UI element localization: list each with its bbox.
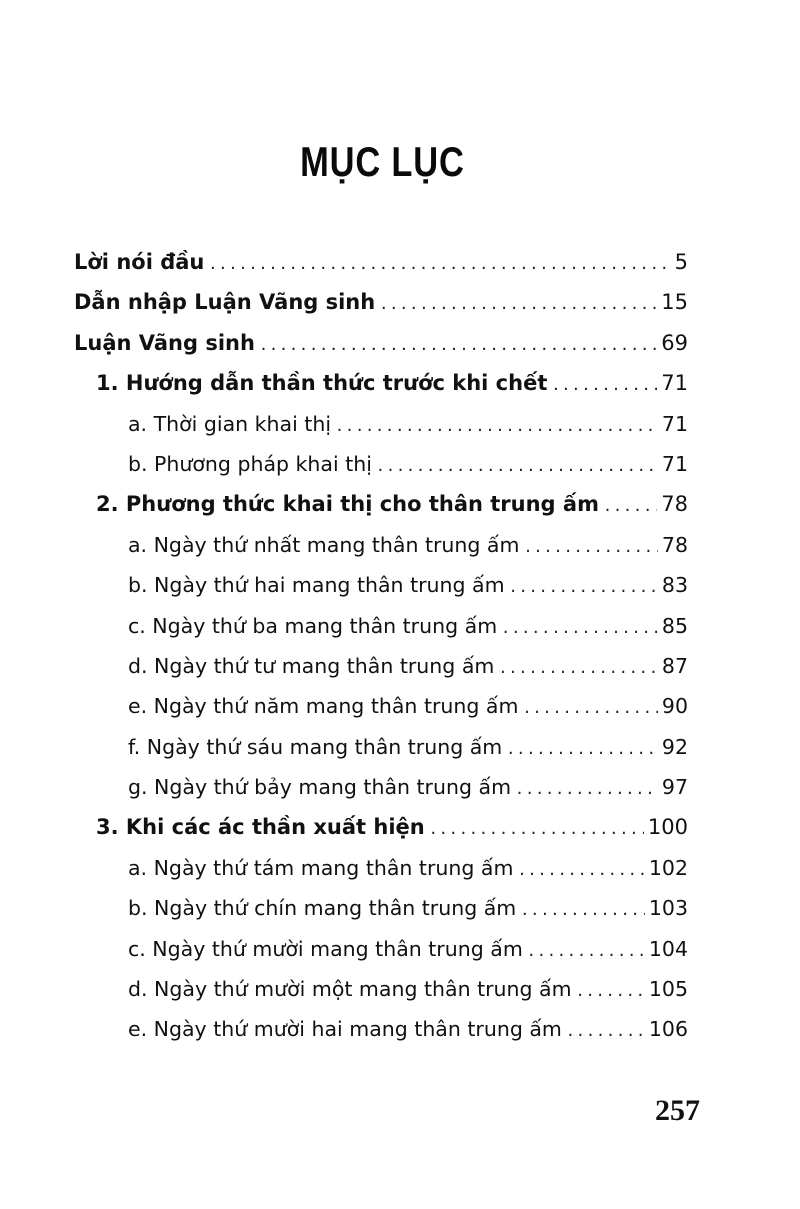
toc-entry-page: 87 — [661, 653, 688, 678]
toc-dot-leader — [603, 497, 657, 515]
toc-entry-title: c. Ngày thứ ba mang thân trung ấm — [128, 613, 498, 638]
toc-dot-leader — [517, 861, 644, 879]
page-title: MỤC LỤC — [300, 138, 465, 185]
toc-entry-title: b. Phương pháp khai thị — [128, 451, 372, 476]
toc-entry-page: 78 — [661, 532, 688, 557]
toc-dot-leader — [522, 699, 657, 717]
toc-entry-page: 78 — [661, 492, 688, 517]
toc-entry-page: 100 — [647, 815, 688, 840]
toc-entry — [74, 654, 688, 694]
toc-entry — [74, 412, 688, 452]
toc-entry — [74, 977, 688, 1017]
toc-entry-page: 90 — [661, 694, 688, 719]
toc-entry — [74, 856, 688, 896]
toc-dot-leader — [498, 659, 658, 677]
toc-entry — [74, 896, 688, 936]
toc-entry-title: 2. Phương thức khai thị cho thân trung ấm — [96, 492, 599, 517]
toc-entry — [74, 573, 688, 613]
toc-entry-page: 92 — [661, 734, 688, 759]
toc-dot-leader — [520, 901, 645, 919]
toc-dot-leader — [576, 982, 645, 1000]
toc-entry-page: 105 — [648, 977, 688, 1002]
toc-entry — [74, 937, 688, 977]
toc-entry-page: 5 — [674, 250, 688, 274]
toc-entry-page: 106 — [648, 1017, 688, 1042]
toc-dot-leader — [208, 255, 670, 273]
toc-entry-title: e. Ngày thứ năm mang thân trung ấm — [128, 694, 519, 719]
toc-entry-title: a. Thời gian khai thị — [128, 411, 332, 436]
toc-entry-title: 3. Khi các ác thần xuất hiện — [96, 815, 425, 840]
toc-entry-title: a. Ngày thứ nhất mang thân trung ấm — [128, 532, 520, 557]
toc-entry — [74, 1017, 688, 1057]
toc-entry — [74, 775, 688, 815]
toc-dot-leader — [515, 780, 658, 798]
toc-entry-page: 71 — [661, 451, 688, 476]
toc-entry-title: a. Ngày thứ tám mang thân trung ấm — [128, 855, 514, 880]
toc-entry-title: d. Ngày thứ mười một mang thân trung ấm — [128, 977, 572, 1002]
toc-dot-leader — [523, 538, 657, 556]
toc-entry — [74, 331, 688, 371]
toc-dot-leader — [259, 336, 657, 354]
toc-entry — [74, 250, 688, 290]
toc-dot-leader — [527, 942, 645, 960]
toc-entry-page: 69 — [661, 330, 688, 355]
toc-entry-title: f. Ngày thứ sáu mang thân trung ấm — [128, 734, 503, 759]
toc-entry-page: 103 — [648, 896, 688, 921]
toc-entry — [74, 371, 688, 411]
toc-entry-page: 104 — [648, 936, 688, 961]
toc-entry-title: d. Ngày thứ tư mang thân trung ấm — [128, 653, 495, 678]
toc-entry-title: Dẫn nhập Luận Vãng sinh — [74, 290, 376, 315]
toc-dot-leader — [379, 295, 657, 313]
toc-dot-leader — [376, 457, 658, 475]
toc-entry-title: Lời nói đầu — [74, 250, 205, 274]
toc-entry-page: 71 — [661, 371, 688, 396]
toc-entry-page: 83 — [661, 573, 688, 598]
toc-dot-leader — [551, 376, 657, 394]
toc-dot-leader — [506, 740, 658, 758]
page-number: 257 — [655, 1094, 700, 1127]
toc-entry-page: 102 — [648, 855, 688, 880]
toc-dot-leader — [335, 417, 658, 435]
toc-dot-leader — [429, 820, 644, 838]
toc-entry-title: e. Ngày thứ mười hai mang thân trung ấm — [128, 1017, 562, 1042]
toc-entry-page: 15 — [661, 290, 688, 315]
toc-entry — [74, 290, 688, 330]
toc-entry — [74, 694, 688, 734]
toc-entry-title: c. Ngày thứ mười mang thân trung ấm — [128, 936, 523, 961]
toc-entry — [74, 452, 688, 492]
toc-entry-page: 85 — [661, 613, 688, 638]
toc-entry-title: b. Ngày thứ chín mang thân trung ấm — [128, 896, 517, 921]
toc-dot-leader — [501, 619, 658, 637]
toc-entry-title: b. Ngày thứ hai mang thân trung ấm — [128, 573, 505, 598]
toc-entry — [74, 533, 688, 573]
toc-entry — [74, 492, 688, 532]
toc-entry-title: g. Ngày thứ bảy mang thân trung ấm — [128, 775, 512, 800]
toc-dot-leader — [566, 1022, 645, 1040]
toc-entry-page: 97 — [661, 775, 688, 800]
table-of-contents — [74, 250, 688, 1058]
toc-dot-leader — [509, 578, 658, 596]
toc-entry-page: 71 — [661, 411, 688, 436]
toc-entry — [74, 614, 688, 654]
toc-entry — [74, 735, 688, 775]
toc-entry — [74, 815, 688, 855]
toc-entry-title: 1. Hướng dẫn thần thức trước khi chết — [96, 371, 548, 396]
toc-entry-title: Luận Vãng sinh — [74, 330, 255, 355]
